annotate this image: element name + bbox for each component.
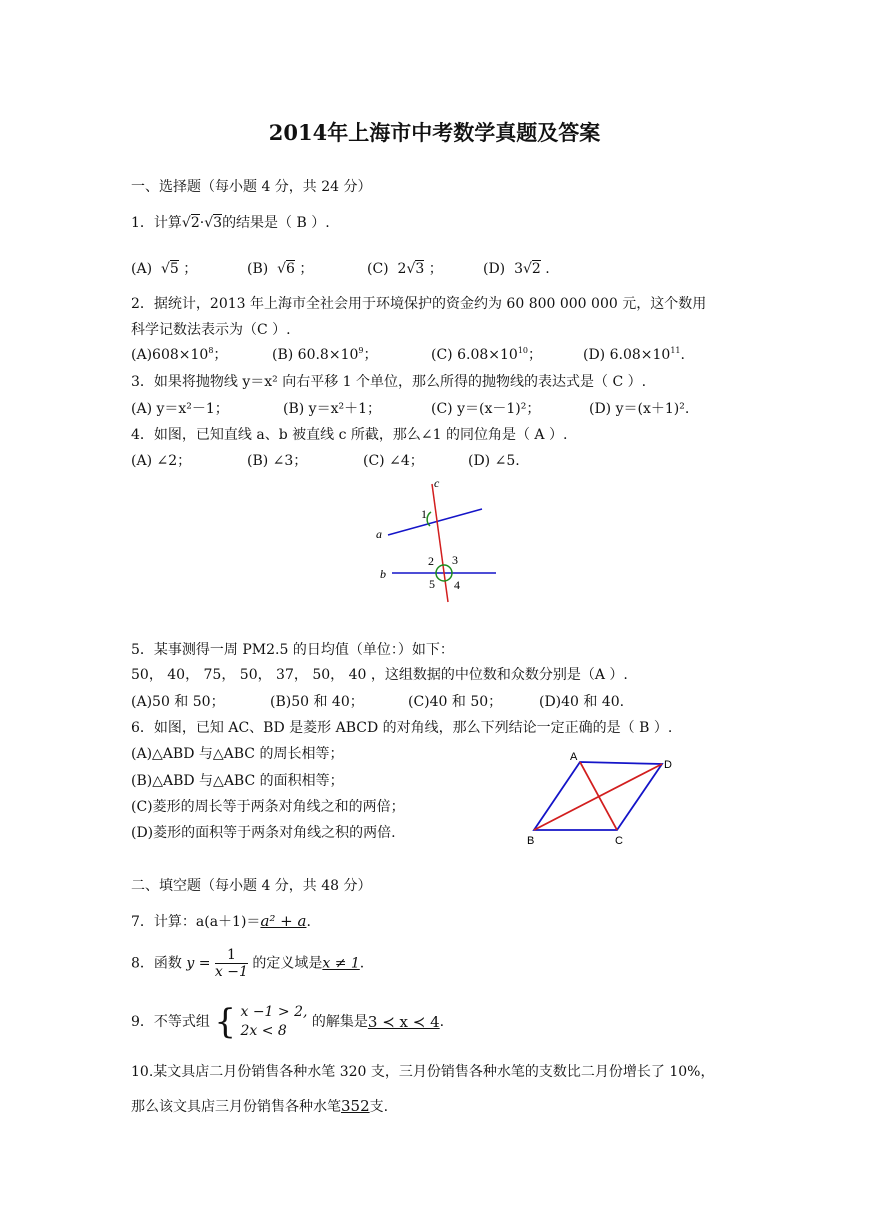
question-2-line2: 科学记数法表示为（C ）.: [131, 322, 291, 338]
q5-option-b: (B)50 和 40；: [270, 694, 364, 710]
q7-stem: 7．计算：a(a＋1)＝: [131, 914, 261, 930]
q4-option-d: (D) ∠5.: [468, 453, 520, 469]
sqrt-3-icon: √3: [204, 215, 223, 231]
q1-option-b: (B) √6 ；: [247, 261, 314, 277]
q10-answer: 352: [341, 1097, 370, 1115]
question-10-line2: 那么该文具店三月份销售各种水笔352支.: [131, 1097, 389, 1115]
q3-option-d: (D) y＝(x＋1)².: [589, 401, 690, 417]
line-a: [388, 509, 482, 535]
label-b: b: [380, 567, 386, 581]
q4-option-a: (A) ∠2；: [131, 453, 192, 469]
q2-option-a: $(A)608\times 10^8$；: [131, 346, 228, 363]
label-1: 1: [421, 507, 427, 521]
q2-option-d: (D) $6.08\times 10^{11}$.: [583, 346, 685, 363]
vertex-c-label: C: [615, 835, 623, 847]
label-c: c: [434, 476, 440, 490]
question-7: 7．计算：a(a＋1)＝a² + a.: [131, 912, 311, 930]
q6-option-d: (D)菱形的面积等于两条对角线之积的两倍.: [131, 825, 396, 841]
q4-option-b: (B) ∠3；: [247, 453, 308, 469]
q1-option-c: (C) 2√3 ；: [367, 261, 443, 277]
brace-icon: {: [214, 1002, 237, 1042]
sqrt-2-icon: √2: [181, 215, 200, 231]
question-10-line1: 10.某文具店二月份销售各种水笔 320 支，三月份销售各种水笔的支数比二月份增长了 10%，: [131, 1064, 715, 1080]
page-title: 2014年上海市中考数学真题及答案: [268, 120, 601, 145]
q6-option-c: (C)菱形的周长等于两条对角线之和的两倍；: [131, 799, 405, 815]
q4-transversal-figure: [370, 476, 510, 606]
diagonal-bd: [534, 764, 662, 830]
q3-option-a: (A) y＝x²－1；: [131, 401, 229, 417]
q7-answer: a² + a: [260, 912, 307, 930]
section-heading-fill: 二、填空题（每小题 4 分，共 48 分）: [131, 878, 372, 894]
q1-stem-tail: 的结果是（ B ）.: [222, 215, 330, 231]
q6-option-a: (A)△ABD 与△ABC 的周长相等；: [131, 746, 344, 762]
label-a: a: [376, 527, 382, 541]
q5-option-a: (A)50 和 50；: [131, 694, 225, 710]
q5-option-d: (D)40 和 40.: [539, 694, 625, 710]
label-2: 2: [428, 554, 434, 568]
label-4: 4: [454, 578, 460, 592]
label-5: 5: [429, 577, 435, 591]
q9-stem: 9．不等式组: [131, 1014, 210, 1030]
q1-option-d: (D) 3√2 .: [483, 261, 550, 277]
q9-answer: 3 ≺ x ≺ 4: [367, 1013, 440, 1031]
question-8: 8．函数 y = $\frac{1}{x -1}$ 的定义域是x ≠ 1.: [131, 947, 365, 980]
q8-fraction: $\frac{1}{x -1}$: [214, 947, 248, 980]
q8-stem: 8．函数: [131, 955, 182, 972]
q8-function-y: y =: [186, 955, 211, 972]
question-3-stem: 3．如果将抛物线 y＝x² 向右平移 1 个单位，那么所得的抛物线的表达式是（ C ）.: [131, 374, 647, 390]
question-4-stem: 4．如图，已知直线 a、b 被直线 c 所截，那么∠1 的同位角是（ A ）.: [131, 427, 568, 443]
q6-rhombus-figure: [518, 748, 688, 850]
q4-option-c: (C) ∠4；: [363, 453, 424, 469]
q8-answer: x ≠ 1: [322, 955, 360, 972]
vertex-a-label: A: [570, 751, 578, 763]
q2-option-b: (B) $60.8\times 10^9$；: [272, 346, 378, 363]
q3-option-b: (B) y＝x²＋1；: [283, 401, 381, 417]
question-6-stem: 6．如图，已知 AC、BD 是菱形 ABCD 的对角线，那么下列结论一定正确的是（ B ）.: [131, 720, 673, 736]
question-1-stem: 1．计算√2·√3的结果是（ B ）.: [131, 215, 330, 231]
label-3: 3: [452, 553, 458, 567]
q5-option-c: (C)40 和 50；: [408, 694, 503, 710]
q9-inequality-system: x −1 > 2, 2x < 8: [240, 1004, 308, 1039]
question-9: 9．不等式组 { x −1 > 2, 2x < 8 的解集是3 ≺ x ≺ 4.: [131, 1002, 445, 1042]
vertex-b-label: B: [527, 835, 535, 847]
q3-option-c: (C) y＝(x－1)²；: [431, 401, 541, 417]
section-heading-choice: 一、选择题（每小题 4 分，共 24 分）: [131, 179, 372, 195]
q1-option-a: (A) √5 ；: [131, 261, 198, 277]
q2-option-c: (C) $6.08\times 10^{10}$；: [431, 346, 542, 363]
question-2-line1: 2．据统计，2013 年上海市全社会用于环境保护的资金约为 60 800 000 000 元，这个数用: [131, 296, 707, 312]
q6-option-b: (B)△ABD 与△ABC 的面积相等；: [131, 773, 344, 789]
q1-stem-text: 1．计算: [131, 215, 182, 231]
question-5-data: 50， 40， 75， 50， 37， 50， 40 ，这组数据的中位数和众数分别是（A ）.: [131, 667, 628, 683]
question-5-stem: 5．某事测得一周 PM2.5 的日均值（单位：）如下：: [131, 642, 454, 658]
vertex-d-label: D: [664, 759, 672, 771]
